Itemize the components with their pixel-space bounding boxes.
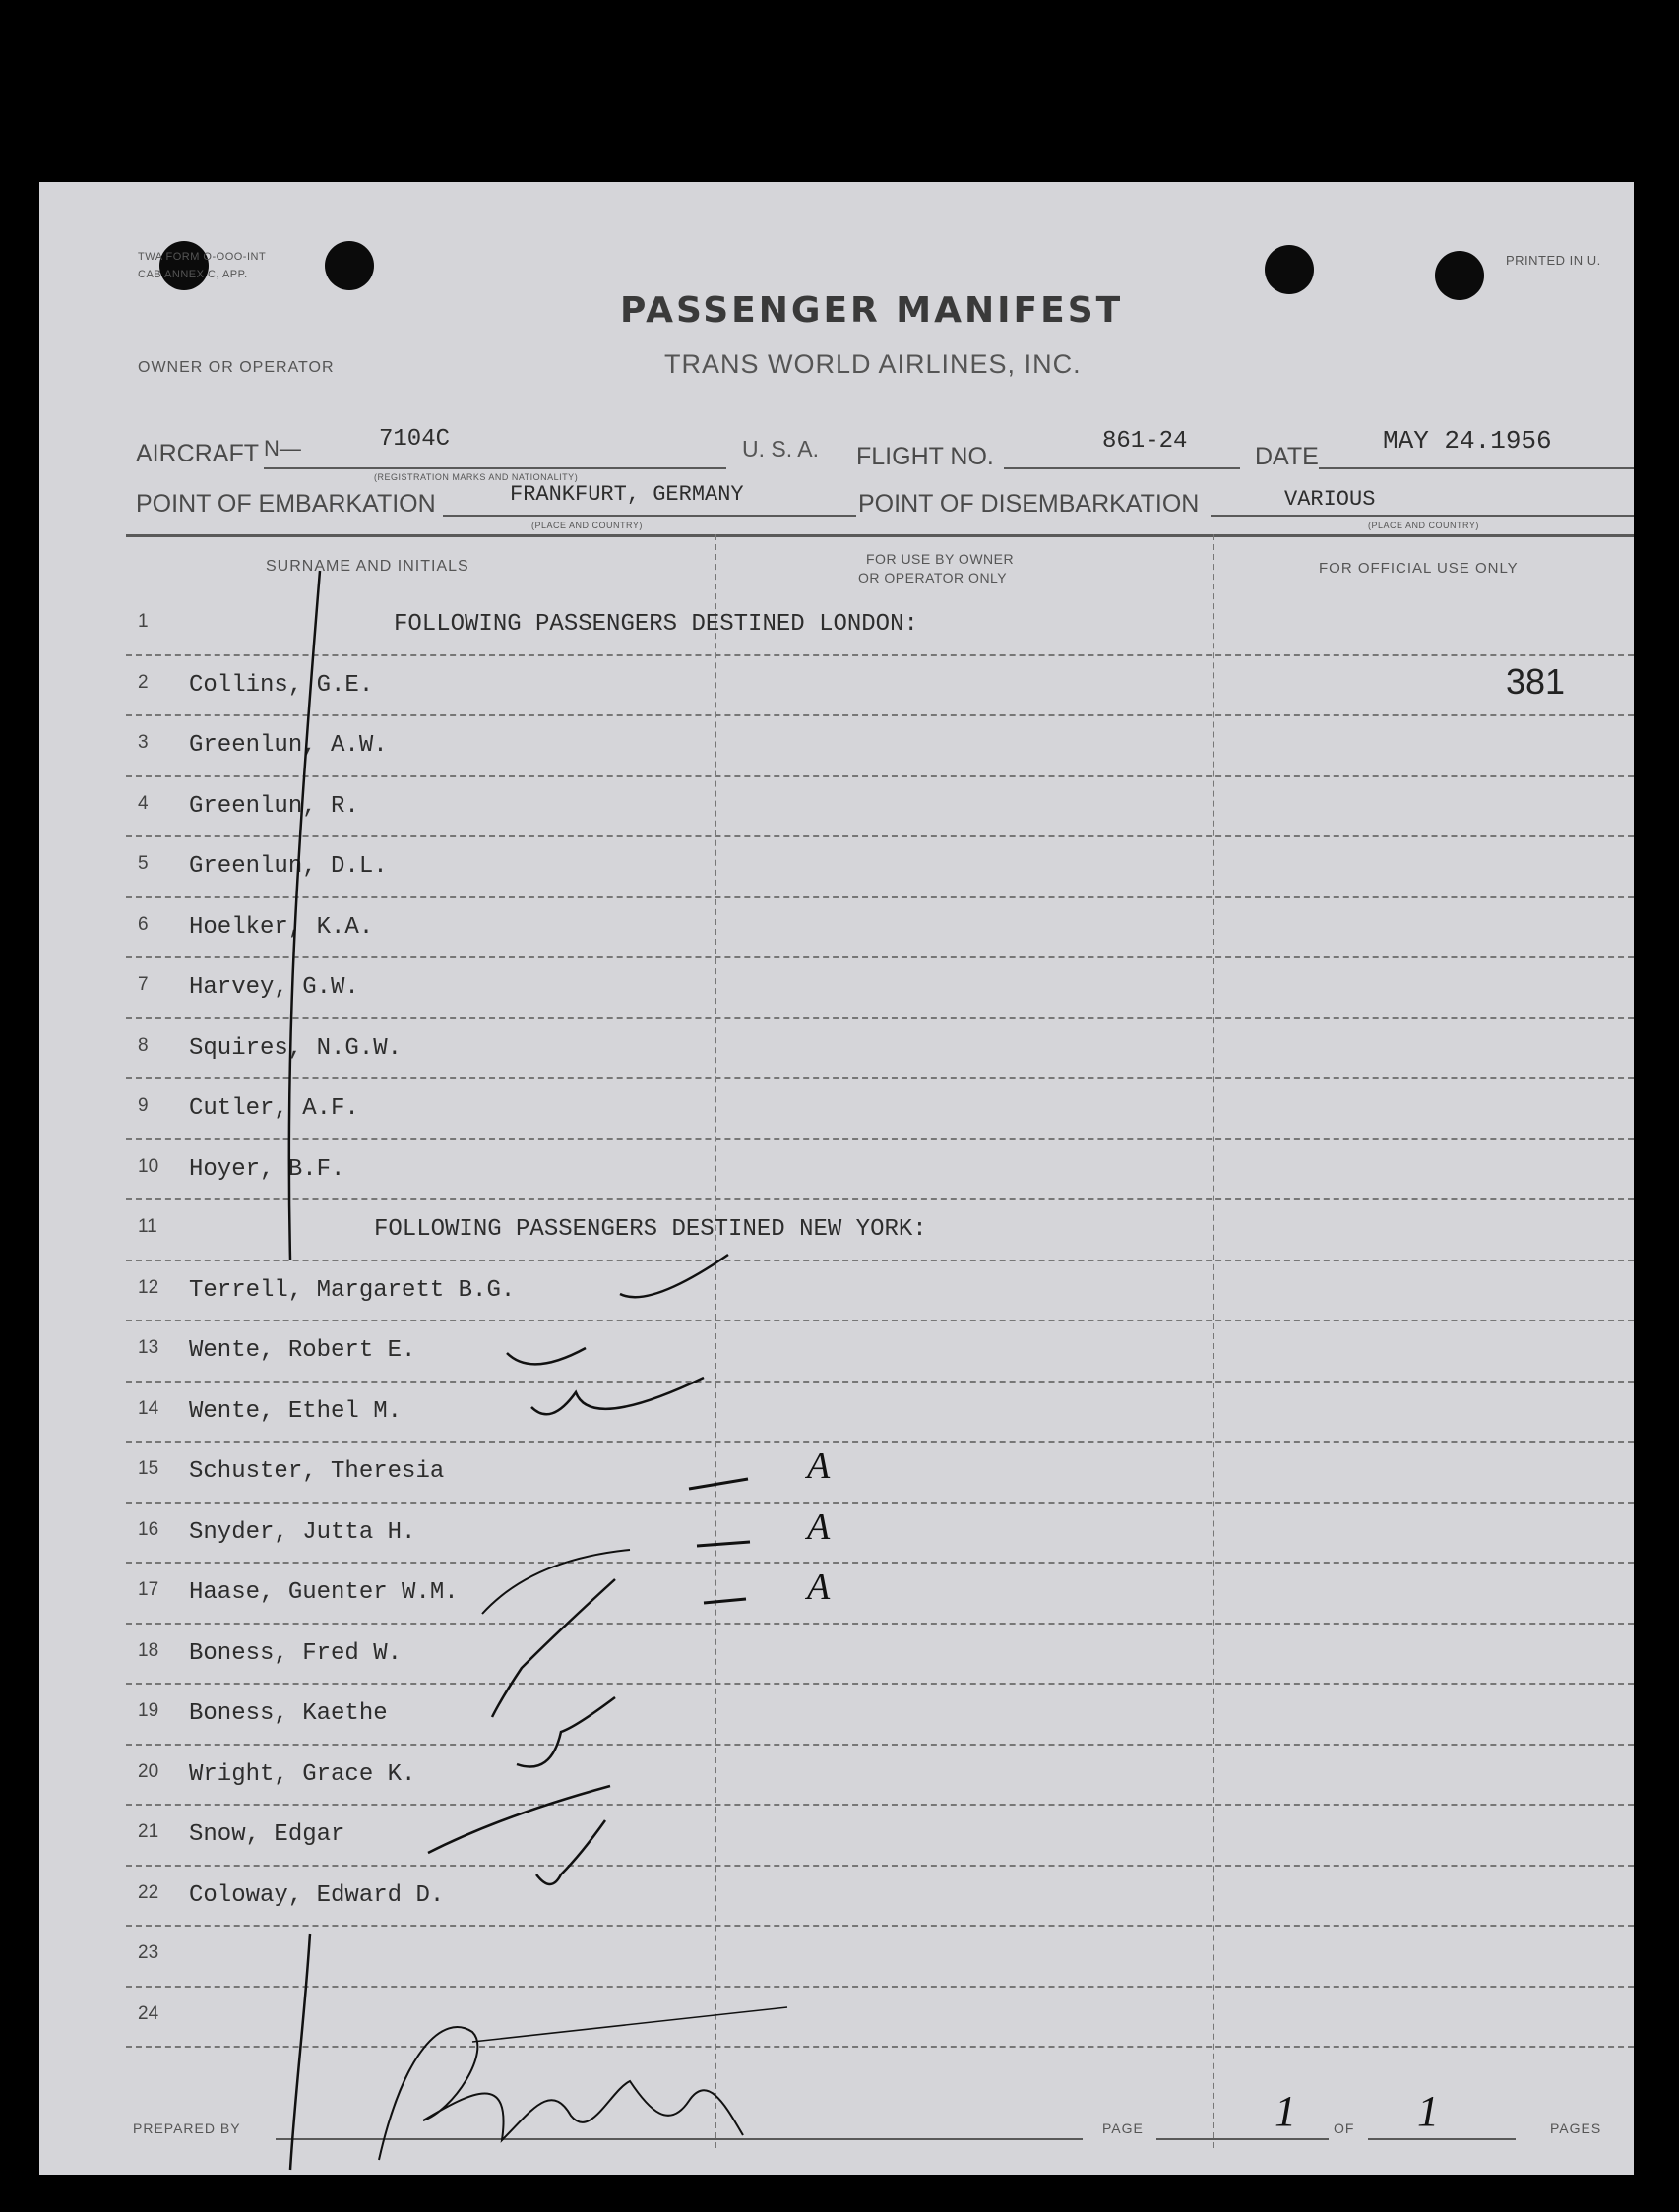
aircraft-registration: 7104C xyxy=(379,426,451,453)
aircraft-nationality: U. S. A. xyxy=(742,436,819,461)
passenger-name: Terrell, Margarett B.G. xyxy=(189,1276,516,1304)
passenger-name: Collins, G.E. xyxy=(189,671,374,699)
signature-underline xyxy=(472,2007,787,2042)
official-use-value: 381 xyxy=(1506,660,1566,702)
handwritten-mark: A xyxy=(807,1445,831,1487)
dash-mark xyxy=(697,1542,750,1546)
page-number: 1 xyxy=(1275,2087,1296,2135)
form-reference: TWA FORM O-OOO-INT xyxy=(138,251,267,263)
form-reference-annex: CAB ANNEX C, APP. xyxy=(138,269,248,280)
row-number: 19 xyxy=(138,1700,159,1721)
row-number: 13 xyxy=(138,1337,159,1358)
check-mark xyxy=(620,1255,728,1297)
page-title: PASSENGER MANIFEST xyxy=(620,290,1124,331)
row-number: 8 xyxy=(138,1034,149,1056)
check-mark xyxy=(507,1348,586,1364)
of-label: OF xyxy=(1334,2120,1355,2136)
row-number: 12 xyxy=(138,1276,159,1298)
owner-label: OWNER OR OPERATOR xyxy=(138,359,335,376)
passenger-name: Hoyer, B.F. xyxy=(189,1155,345,1183)
dash-mark xyxy=(704,1599,746,1603)
aircraft-no-label: N— xyxy=(264,436,301,461)
page-total: 1 xyxy=(1417,2087,1439,2135)
passenger-name: Squires, N.G.W. xyxy=(189,1034,403,1062)
row-number: 20 xyxy=(138,1760,159,1782)
embarkation-label: POINT OF EMBARKATION xyxy=(136,490,436,518)
passenger-name: Schuster, Theresia xyxy=(189,1458,445,1485)
handwritten-mark: A xyxy=(807,1567,831,1608)
bracket-line xyxy=(289,571,320,1260)
date-label: DATE xyxy=(1255,443,1319,470)
signature xyxy=(379,2027,743,2160)
check-mark xyxy=(517,1697,615,1767)
row-number: 1 xyxy=(138,611,149,632)
page-label: PAGE xyxy=(1102,2120,1144,2136)
flight-no-label: FLIGHT NO. xyxy=(856,443,994,470)
embarkation-value: FRANKFURT, GERMANY xyxy=(510,482,744,507)
passenger-name: Harvey, G.W. xyxy=(189,974,359,1001)
manifest-sheet xyxy=(39,182,1634,2175)
row-number: 17 xyxy=(138,1579,159,1600)
row-number: 16 xyxy=(138,1518,159,1540)
dash-mark xyxy=(689,1479,748,1489)
signature-mark xyxy=(290,1934,310,2170)
passenger-name: Snyder, Jutta H. xyxy=(189,1518,416,1546)
passenger-name: Coloway, Edward D. xyxy=(189,1881,445,1909)
passenger-name: Hoelker, K.A. xyxy=(189,913,374,941)
row-number: 4 xyxy=(138,792,149,814)
row-number: 2 xyxy=(138,671,149,693)
row-number: 23 xyxy=(138,1942,159,1963)
passenger-name: Snow, Edgar xyxy=(189,1821,345,1848)
check-mark xyxy=(428,1786,610,1853)
row-number: 10 xyxy=(138,1155,159,1177)
handwritten-mark: A xyxy=(807,1505,831,1548)
passenger-name: Wente, Ethel M. xyxy=(189,1397,403,1425)
row-number: 15 xyxy=(138,1458,159,1479)
check-mark xyxy=(492,1579,615,1717)
column-header-owner-2: OR OPERATOR ONLY xyxy=(858,570,1008,585)
row-number: 21 xyxy=(138,1821,159,1842)
row-number: 6 xyxy=(138,913,149,935)
column-header-owner-1: FOR USE BY OWNER xyxy=(866,551,1015,567)
aircraft-label: AIRCRAFT xyxy=(136,440,259,467)
disembarkation-note: (PLACE AND COUNTRY) xyxy=(1368,521,1479,530)
passenger-name: Wente, Robert E. xyxy=(189,1337,416,1364)
passenger-name: Cutler, A.F. xyxy=(189,1095,359,1122)
check-mark xyxy=(536,1820,605,1884)
embarkation-note: (PLACE AND COUNTRY) xyxy=(531,521,643,530)
row-number: 5 xyxy=(138,853,149,874)
handwritten-marks xyxy=(39,182,1634,2175)
check-mark xyxy=(482,1550,630,1614)
check-mark xyxy=(531,1378,704,1414)
flight-date: MAY 24.1956 xyxy=(1383,426,1552,456)
column-header-official: FOR OFFICIAL USE ONLY xyxy=(1319,560,1519,577)
pages-label: PAGES xyxy=(1550,2120,1602,2136)
row-number: 11 xyxy=(138,1216,157,1237)
passenger-name: Greenlun, D.L. xyxy=(189,853,388,880)
passenger-name: Boness, Fred W. xyxy=(189,1639,403,1667)
passenger-name: Greenlun, R. xyxy=(189,792,359,820)
operator-name: TRANS WORLD AIRLINES, INC. xyxy=(664,349,1082,379)
row-number: 18 xyxy=(138,1639,159,1661)
passenger-name: Haase, Guenter W.M. xyxy=(189,1579,459,1606)
prepared-by-label: PREPARED BY xyxy=(133,2120,241,2136)
disembarkation-value: VARIOUS xyxy=(1284,487,1376,512)
row-number: 3 xyxy=(138,732,149,753)
row-number: 14 xyxy=(138,1397,159,1419)
passenger-name: FOLLOWING PASSENGERS DESTINED LONDON: xyxy=(394,611,918,638)
flight-number: 861-24 xyxy=(1102,428,1188,455)
registration-note: (REGISTRATION MARKS AND NATIONALITY) xyxy=(374,472,579,482)
disembarkation-label: POINT OF DISEMBARKATION xyxy=(858,490,1200,518)
column-header-surname: SURNAME AND INITIALS xyxy=(266,558,469,575)
printed-in-note: PRINTED IN U. xyxy=(1506,253,1601,268)
passenger-name: FOLLOWING PASSENGERS DESTINED NEW YORK: xyxy=(374,1216,927,1243)
row-number: 22 xyxy=(138,1881,159,1903)
row-number: 9 xyxy=(138,1095,149,1116)
row-number: 24 xyxy=(138,2002,159,2024)
passenger-name: Greenlun, A.W. xyxy=(189,732,388,759)
row-number: 7 xyxy=(138,974,149,995)
passenger-name: Boness, Kaethe xyxy=(189,1700,388,1727)
passenger-name: Wright, Grace K. xyxy=(189,1760,416,1788)
